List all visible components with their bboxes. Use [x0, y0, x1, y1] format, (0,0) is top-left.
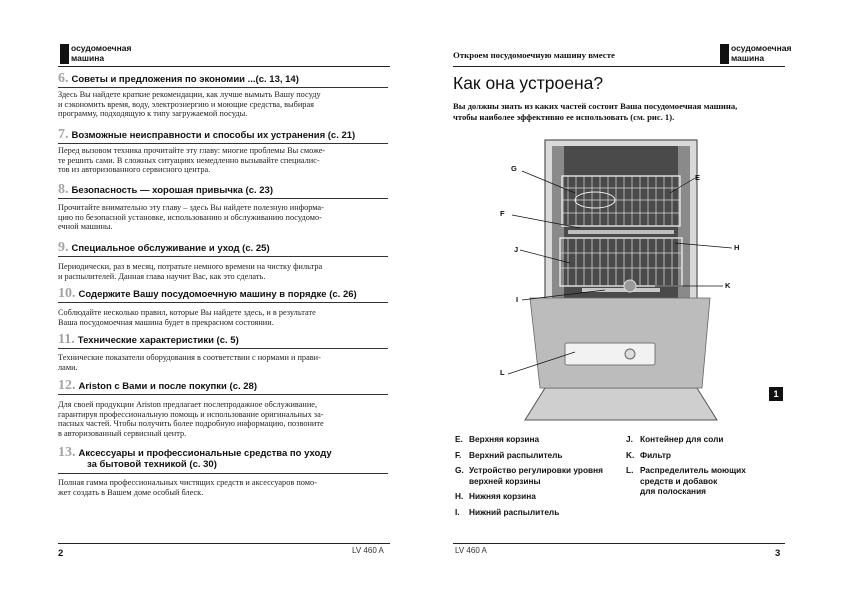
- brand-mark: [60, 44, 69, 64]
- running-head: Откроем посудомоечную машину вместе: [453, 50, 615, 60]
- figure-number-badge: 1: [769, 387, 783, 401]
- page-number-left: 2: [58, 548, 64, 559]
- legend-item: F. Верхний распылитель: [455, 449, 563, 460]
- section-10-body: Соблюдайте несколько правил, которые Вы найдете здесь, и в результате Ваша посудомоечная машина будет в прекрасном состоянии.: [58, 308, 316, 327]
- upper-spray-arm: [568, 230, 674, 234]
- legend-item: I. Нижний распылитель: [455, 506, 560, 517]
- section-7-body: Перед вызовом техника прочитайте эту главу: многие проблемы Вы сможе- те решить сами. В сложных ситуациях немедленно вызывайте специалис- тов из авторизованного сервисного центра.: [58, 146, 326, 175]
- legend-left: [455, 434, 625, 517]
- page-title: Как она устроена?: [453, 73, 604, 93]
- section-rule: [58, 302, 388, 303]
- filter-marker: [624, 280, 636, 292]
- section-rule: [58, 348, 388, 349]
- section-rule: [58, 473, 388, 474]
- brand-line1: осудомоечная: [731, 43, 792, 53]
- legend-right: [626, 434, 776, 497]
- legend-item: J. Контейнер для соли: [626, 434, 724, 444]
- callout-l: L: [500, 368, 505, 377]
- legend-item: E. Верхняя корзина: [455, 434, 540, 444]
- brand-logo-right: [720, 44, 791, 64]
- brand-line2: машина: [71, 52, 105, 63]
- legend-item: L. Распределитель моющих средств и добавок для полоскания: [626, 465, 746, 496]
- section-12-heading: 12. Ariston с Вами и после покупки (с. 28): [58, 378, 257, 393]
- door: [525, 388, 717, 420]
- section-10-heading: 10. Содержите Вашу посудомоечную машину в порядке (с. 26): [58, 286, 357, 301]
- brand-line2: машина: [731, 52, 765, 63]
- callout-i: I: [516, 295, 519, 304]
- section-7-heading: 7. Возможные неисправности и способы их устранения (с. 21): [58, 127, 356, 142]
- legend-item: K. Фильтр: [626, 449, 671, 460]
- section-rule: [58, 198, 388, 199]
- section-11-heading: 11. Технические характеристики (с. 5): [58, 332, 239, 347]
- section-8-body: Прочитайте внимательно эту главу – здесь Вы найдете полезную информа- цию по безопасной установке, использованию и обслуживанию посудомо- ечной машины.: [58, 203, 324, 232]
- section-rule: [58, 87, 388, 88]
- intro-text: Вы должны знать из каких частей состоит Ваша посудомоечная машина, чтобы наиболее эффективно ее использовать (см. рис. 1).: [453, 101, 738, 122]
- brand-mark: [720, 44, 729, 64]
- section-11-body: Технические показатели оборудования в соответствии с нормами и прави- лами.: [58, 353, 321, 372]
- legend-item: H. Нижняя корзина: [455, 491, 536, 501]
- model-label-left: LV 460 A: [352, 546, 384, 555]
- section-rule: [58, 394, 388, 395]
- footer-rule-left: [58, 543, 390, 544]
- callout-j: J: [514, 245, 519, 254]
- brand-line1: осудомоечная: [71, 43, 132, 53]
- section-6-body: Здесь Вы найдете краткие рекомендации, как лучше вымыть Вашу посуду и сэкономить время, воду, электроэнергию и моющие средства, выбирая программу, подходящую к типу загружаемой посуды.: [58, 90, 321, 119]
- brand-logo-left: [60, 44, 131, 64]
- section-8-heading: 8. Безопасность — хорошая привычка (с. 23): [58, 182, 273, 197]
- callout-f: F: [500, 209, 505, 218]
- section-9-body: Периодически, раз в месяц, потратьте немного времени на чистку фильтра и распылителей. Данная глава научит Вас, как это сделать.: [58, 262, 323, 281]
- header-rule-right: [453, 66, 785, 67]
- section-rule: [58, 256, 388, 257]
- model-label-right: LV 460 A: [455, 546, 487, 555]
- section-rule: [58, 143, 388, 144]
- callout-h: H: [734, 243, 740, 252]
- section-12-body: Для своей продукции Ariston предлагает послепродажное обслуживание, гарантируя профессиональную помощь и использование оригинальных за- пасных частей. Чтобы получить более подробную информацию, позвоните в авторизованный сервисный центр.: [58, 400, 324, 438]
- page-number-right: 3: [775, 548, 781, 559]
- section-6-heading: 6. Советы и предложения по экономии ...(с. 13, 14): [58, 71, 299, 86]
- dispenser-cap: [625, 349, 635, 359]
- legend-item: G. Устройство регулировки уровня верхней корзины: [455, 465, 603, 486]
- section-13-heading-line2: за бытовой техникой (с. 30): [87, 459, 217, 470]
- callout-e: E: [695, 173, 701, 182]
- header-rule-left: [58, 66, 390, 67]
- callout-k: K: [725, 281, 731, 290]
- section-9-heading: 9. Специальное обслуживание и уход (с. 25): [58, 240, 270, 255]
- section-13-heading: 13. Аксессуары и профессиональные средства по уходу: [58, 445, 332, 460]
- section-13-body: Полная гамма профессиональных чистящих средств и аксессуаров помо- жет создать в Вашем доме особый блеск.: [58, 478, 317, 497]
- footer-rule-right: [453, 543, 785, 544]
- callout-g: G: [511, 164, 517, 173]
- detergent-dispenser: [565, 343, 655, 365]
